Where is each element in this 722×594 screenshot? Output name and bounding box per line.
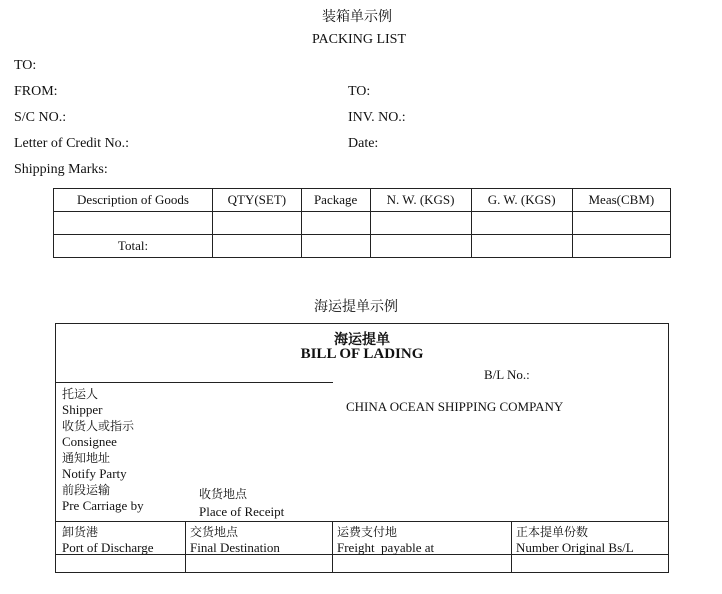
- table-cell: [572, 212, 670, 235]
- freight-payable-label-en: Freight payable at: [337, 540, 435, 555]
- bl-section-title: 海运提单示例: [314, 299, 398, 315]
- consignee-label-en: Consignee: [62, 434, 117, 449]
- table-cell: [301, 235, 370, 258]
- sc-no-field: S/C NO.:: [14, 110, 67, 125]
- divider: [332, 521, 333, 573]
- header-package: Package: [301, 189, 370, 212]
- shipper-label-en: Shipper: [62, 402, 103, 417]
- port-discharge-label-cn: 卸货港: [62, 525, 99, 539]
- date-field: Date:: [348, 136, 379, 151]
- final-destination-label-cn: 交货地点: [190, 525, 239, 539]
- final-destination-label-en: Final Destination: [190, 540, 280, 555]
- table-cell: [572, 235, 670, 258]
- header-nw: N. W. (KGS): [370, 189, 471, 212]
- packing-list-table: [53, 188, 671, 258]
- place-receipt-block: [199, 486, 284, 520]
- place-receipt-label-en: Place of Receipt: [199, 504, 285, 519]
- port-discharge-label-en: Port of Discharge: [62, 540, 154, 555]
- header-meas: Meas(CBM): [572, 189, 670, 212]
- bill-of-lading-form: [55, 323, 669, 573]
- inv-no-field: INV. NO.:: [348, 110, 406, 125]
- header-description: Description of Goods: [54, 189, 213, 212]
- table-cell: [54, 212, 213, 235]
- lc-no-field: Letter of Credit No.:: [14, 136, 130, 151]
- notify-label-en: Notify Party: [62, 466, 127, 481]
- number-originals-label-cn: 正本提单份数: [516, 525, 589, 539]
- divider: [56, 521, 668, 522]
- header-qty: QTY(SET): [213, 189, 302, 212]
- divider: [185, 521, 186, 573]
- company-name: CHINA OCEAN SHIPPING COMPANY: [346, 399, 564, 414]
- freight-payable-label-cn: 运费支付地: [337, 525, 398, 539]
- place-receipt-label-cn: 收货地点: [199, 487, 248, 501]
- bl-title-en: BILL OF LADING: [300, 346, 424, 362]
- shipper-label-cn: 托运人: [62, 387, 99, 401]
- header-gw: G. W. (KGS): [471, 189, 572, 212]
- bl-no-field: B/L No.:: [484, 367, 530, 382]
- notify-label-cn: 通知地址: [62, 451, 111, 465]
- table-cell: [301, 212, 370, 235]
- bl-title-cn: 海运提单: [334, 332, 390, 348]
- total-label: Total:: [54, 235, 213, 258]
- packing-list-title-en: PACKING LIST: [312, 32, 406, 47]
- final-destination-cell: [190, 524, 280, 556]
- from-field: FROM:: [14, 84, 58, 99]
- table-cell: [213, 235, 302, 258]
- number-originals-label-en: Number Original Bs/L: [516, 540, 634, 555]
- table-cell: [471, 235, 572, 258]
- table-total-row: [54, 235, 671, 258]
- divider: [511, 521, 512, 573]
- number-originals-cell: [516, 524, 634, 556]
- to-field-right: TO:: [348, 84, 371, 99]
- to-field: TO:: [14, 58, 37, 73]
- table-cell: [370, 212, 471, 235]
- table-cell: [471, 212, 572, 235]
- pre-carriage-label-cn: 前段运输: [62, 483, 111, 497]
- table-header-row: [54, 189, 671, 212]
- table-cell: [370, 235, 471, 258]
- shipper-block: [62, 386, 144, 514]
- freight-payable-cell: [337, 524, 434, 556]
- table-cell: [213, 212, 302, 235]
- packing-list-title-cn: 装箱单示例: [322, 9, 392, 25]
- port-discharge-cell: [62, 524, 153, 556]
- pre-carriage-label-en: Pre Carriage by: [62, 498, 144, 513]
- consignee-label-cn: 收货人或指示: [62, 419, 135, 433]
- divider: [56, 382, 333, 383]
- shipping-marks-field: Shipping Marks:: [14, 162, 108, 177]
- table-row: [54, 212, 671, 235]
